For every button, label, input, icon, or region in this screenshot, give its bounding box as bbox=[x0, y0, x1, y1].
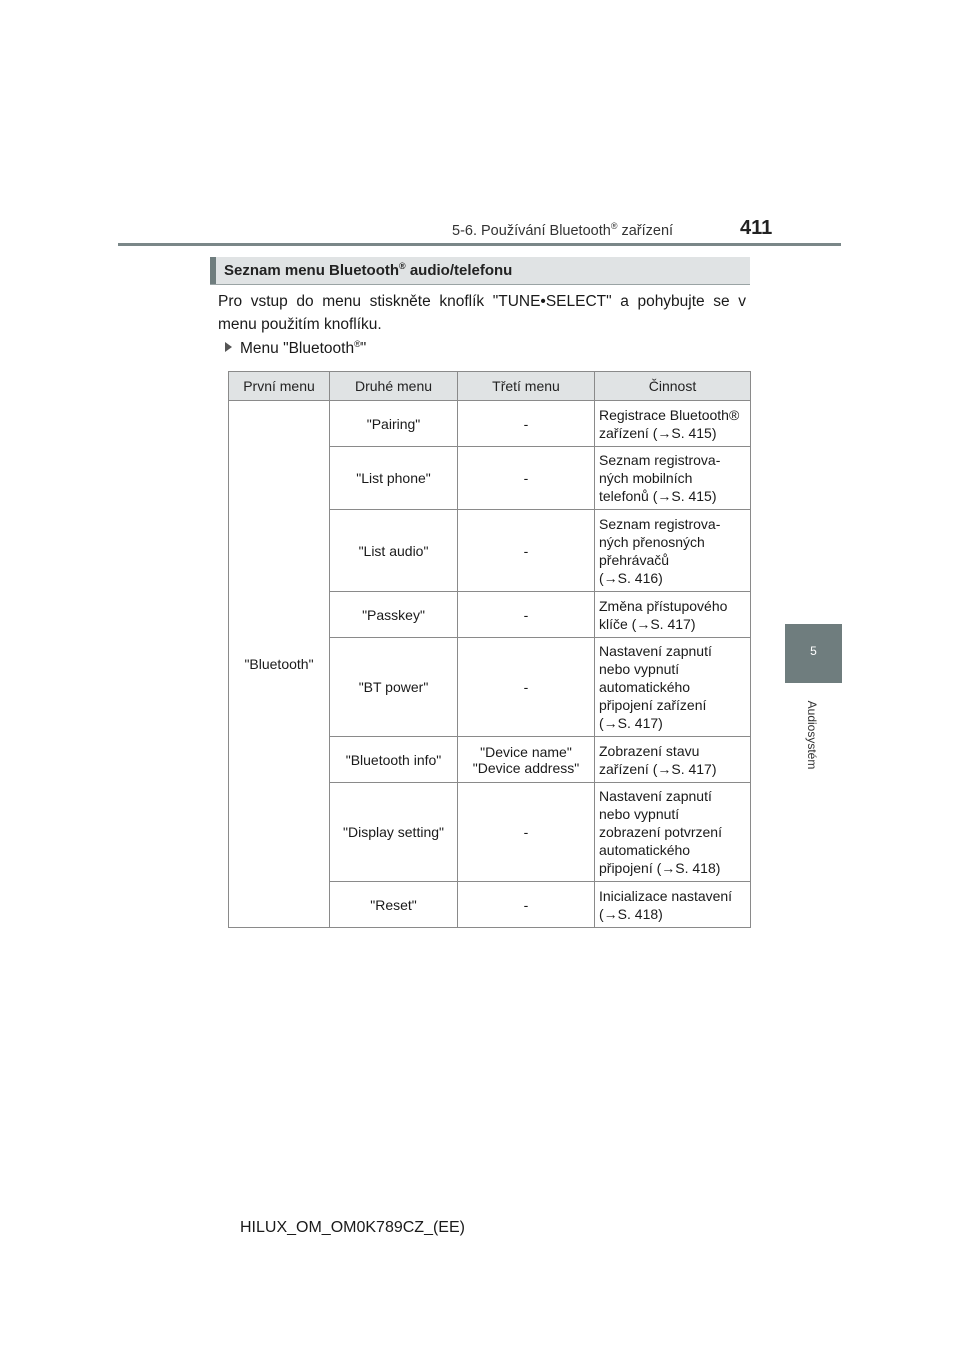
third-menu-cell bbox=[458, 737, 595, 783]
document-code: HILUX_OM_OM0K789CZ_(EE) bbox=[240, 1219, 465, 1236]
third-menu-line: "Device name" bbox=[480, 743, 572, 760]
chapter-tab-label: Audiosystém bbox=[805, 700, 819, 770]
action-cell bbox=[595, 638, 751, 737]
third-menu-cell: - bbox=[458, 510, 595, 592]
header-second-menu: Druhé menu bbox=[330, 372, 458, 401]
action-line: Nastavení zapnutí bbox=[599, 788, 712, 804]
third-menu-cell: - bbox=[458, 592, 595, 638]
menu-bullet: Menu "Bluetooth®" bbox=[225, 339, 366, 358]
action-line: (→S. 418) bbox=[599, 905, 663, 922]
action-line: nebo vypnutí bbox=[599, 806, 680, 822]
action-cell bbox=[595, 783, 751, 882]
action-line: (→S. 416) bbox=[599, 569, 663, 586]
action-cell bbox=[595, 401, 751, 447]
action-cell bbox=[595, 592, 751, 638]
second-menu-cell: "Display setting" bbox=[330, 783, 458, 882]
third-menu-cell: - bbox=[458, 401, 595, 447]
action-line: automatického bbox=[599, 842, 691, 858]
action-line: Seznam registrova- bbox=[599, 452, 721, 468]
header-divider bbox=[118, 243, 841, 246]
action-line: připojení zařízení bbox=[599, 697, 707, 713]
page-number: 411 bbox=[740, 217, 773, 239]
table-row bbox=[229, 401, 751, 447]
action-line: Zobrazení stavu bbox=[599, 742, 700, 759]
second-menu-cell: "Bluetooth info" bbox=[330, 737, 458, 783]
action-cell bbox=[595, 447, 751, 510]
action-line: Registrace Bluetooth® bbox=[599, 406, 740, 423]
action-cell bbox=[595, 510, 751, 592]
third-menu-line: "Device address" bbox=[472, 759, 580, 776]
header-action: Činnost bbox=[595, 372, 751, 401]
chapter-tab-number: 5 bbox=[810, 644, 817, 658]
action-line: ných přenosných bbox=[599, 533, 705, 550]
action-line: připojení (→S. 418) bbox=[599, 860, 721, 876]
second-menu-cell: "Passkey" bbox=[330, 592, 458, 638]
triangle-bullet-icon bbox=[225, 342, 232, 352]
section-heading-accent bbox=[210, 257, 216, 284]
second-menu-cell: "Pairing" bbox=[330, 401, 458, 447]
second-menu-cell: "Reset" bbox=[330, 882, 458, 928]
chapter-heading: 5-6. Používání Bluetooth® zařízení bbox=[452, 221, 674, 239]
section-heading-bar bbox=[210, 257, 750, 285]
chapter-tab bbox=[785, 624, 842, 683]
third-menu-cell: - bbox=[458, 447, 595, 510]
action-line: zařízení (→S. 417) bbox=[599, 760, 717, 777]
bluetooth-menu-table bbox=[228, 371, 751, 928]
action-line: klíče (→S. 417) bbox=[599, 615, 696, 632]
action-line: zobrazení potvrzení bbox=[599, 824, 722, 840]
first-menu-cell: "Bluetooth" bbox=[229, 401, 330, 928]
third-menu-cell: - bbox=[458, 783, 595, 882]
action-line: (→S. 417) bbox=[599, 715, 663, 731]
second-menu-cell: "BT power" bbox=[330, 638, 458, 737]
table-header-row bbox=[229, 372, 751, 401]
second-menu-cell: "List phone" bbox=[330, 447, 458, 510]
header-first-menu: První menu bbox=[229, 372, 330, 401]
action-line: telefonů (→S. 415) bbox=[599, 488, 717, 504]
action-line: Inicializace nastavení bbox=[599, 887, 733, 904]
header-third-menu: Třetí menu bbox=[458, 372, 595, 401]
section-title: Seznam menu Bluetooth® audio/telefonu bbox=[224, 261, 513, 279]
intro-paragraph: Pro vstup do menu stiskněte knoflík "TUNE•SELECT" a pohybujte se v menu použitím knoflíku. bbox=[218, 293, 746, 333]
action-line: Nastavení zapnutí bbox=[599, 643, 712, 659]
action-cell bbox=[595, 882, 751, 928]
action-line: automatického bbox=[599, 679, 691, 695]
action-line: ných mobilních bbox=[599, 470, 693, 486]
action-cell bbox=[595, 737, 751, 783]
action-line: nebo vypnutí bbox=[599, 661, 680, 677]
action-line: zařízení (→S. 415) bbox=[599, 424, 717, 441]
action-line: Změna přístupového bbox=[599, 597, 728, 614]
action-line: Seznam registrova- bbox=[599, 515, 721, 532]
third-menu-cell: - bbox=[458, 882, 595, 928]
second-menu-cell: "List audio" bbox=[330, 510, 458, 592]
action-line: přehrávačů bbox=[599, 551, 670, 568]
third-menu-cell: - bbox=[458, 638, 595, 737]
